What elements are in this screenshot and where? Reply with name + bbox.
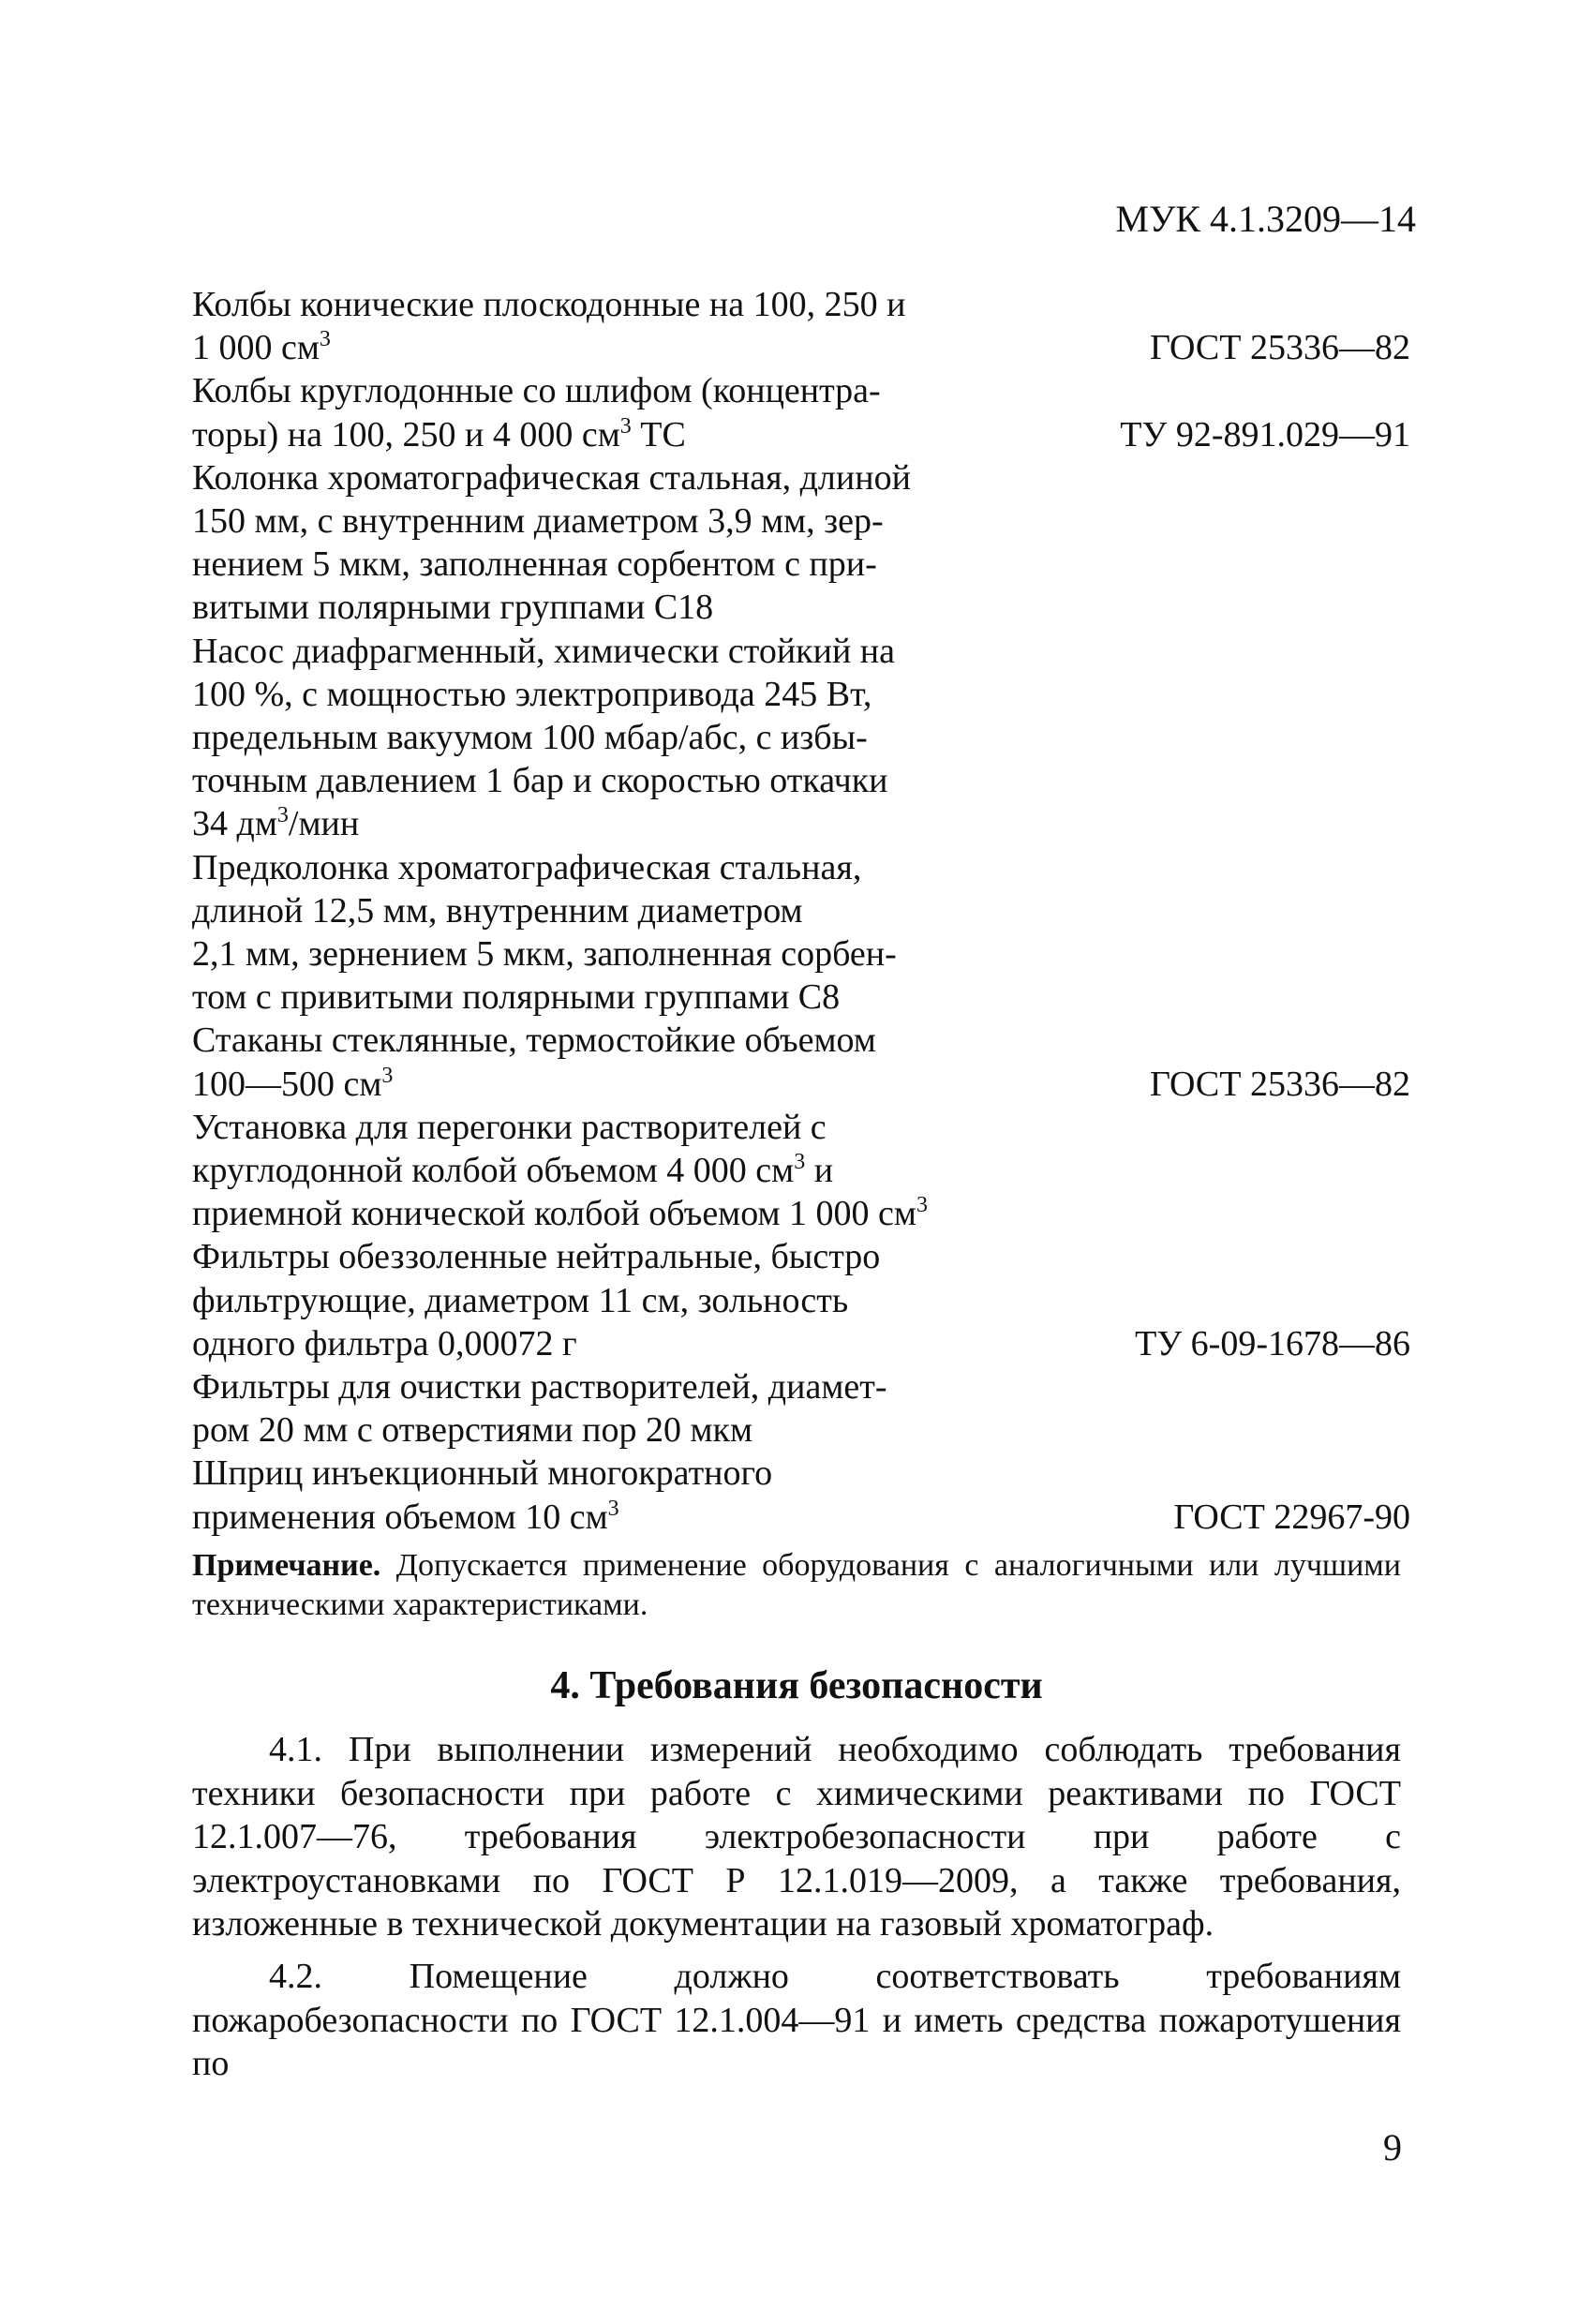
page-number: 9 [1383,2126,1402,2168]
equipment-standard: ГОСТ 25336—82 [1150,1064,1410,1104]
equipment-description [192,846,977,1020]
equipment-list [192,283,1410,1539]
equipment-description-line: предельным вакуумом 100 мбар/абс, с избы- [192,718,868,758]
equipment-item [192,1452,1410,1538]
equipment-description-line: том с привитыми полярными группами С8 [192,977,841,1018]
equipment-description-line: Предколонка хроматографическая стальная, [192,847,862,887]
equipment-item [192,456,1410,630]
equipment-description-line: 100 %, с мощностью электропривода 245 Вт, [192,674,872,714]
equipment-item [192,630,1410,846]
equipment-standard: ТУ 92-891.029—91 [1120,414,1410,454]
equipment-description-line: Шприц инъекционный многократного [192,1453,773,1494]
equipment-description [192,1452,976,1538]
section-title: 4. Требования безопасности [550,1664,1043,1707]
equipment-description-line: точным давлением 1 бар и скоростью откачки [192,761,888,801]
equipment-description-line: 34 $дм^3$/мин [192,803,360,844]
equipment-description-line: 2,1 мм, зернением 5 мкм, заполненная сорбен- [192,934,897,975]
equipment-item [192,1365,1410,1452]
equipment-description-line: нением 5 мкм, заполненная сорбентом с при- [192,544,877,585]
equipment-item [192,283,1410,369]
equipment-description-line: 1 000 $см^3$ [192,327,331,368]
equipment-description-line: Фильтры для очистки растворителей, диамет- [192,1367,887,1408]
equipment-description-line: ром 20 мм с отверстиями пор 20 мкм [192,1410,753,1451]
equipment-standard: ГОСТ 22967-90 [1173,1497,1410,1537]
equipment-description-line: Колбы круглодонные со шлифом (концентра- [192,371,881,411]
document-code: МУК 4.1.3209—14 [1115,198,1416,240]
equipment-description-line: фильтрующие, диаметром 11 см, зольность [192,1280,849,1320]
equipment-description-line: одного фильтра 0,00072 г [192,1323,577,1363]
equipment-item [192,846,1410,1020]
equipment-description [192,1019,953,1105]
equipment-description-line: приемной конической колбой объемом 1 000 $см^3$ [192,1193,928,1234]
equipment-description-line: 100—500 $см^3$ [192,1063,394,1104]
equipment-standard: ГОСТ 25336—82 [1150,328,1410,368]
equipment-item [192,1235,1410,1365]
equipment-description [192,456,977,630]
equipment-description [192,1365,977,1452]
equipment-description [192,630,977,846]
equipment-standard: ТУ 6-09-1678—86 [1135,1323,1410,1363]
equipment-description-line: длиной 12,5 мм, внутренним диаметром [192,890,803,931]
paragraph-4-1: 4.1. При выполнении измерений необходимо соблюдать требования техники безопасности при работе с химическими реактивами по ГОСТ 12.1.007—76, требования электробезопасности при работе с электроустановками по ГОСТ Р 12.1.019—2009, а также требования, изложенные в технической документации на газовый хроматограф. [192,1730,1401,1944]
equipment-description [192,283,953,369]
equipment-description-line: Установка для перегонки растворителей с [192,1107,827,1147]
equipment-description [192,1235,938,1365]
equipment-description-line: применения объемом 10 $см^3$ [192,1496,619,1537]
equipment-description-line: 150 мм, с внутренним диаметром 3,9 мм, зер- [192,501,884,542]
equipment-item [192,369,1410,455]
equipment-item [192,1019,1410,1105]
equipment-description-line: Стаканы стеклянные, термостойкие объемом [192,1020,876,1061]
equipment-description-line: витыми полярными группами С18 [192,588,714,628]
note-text: Допускается применение оборудования с аналогичными или лучшими техническими характеристиками. [192,1548,1402,1622]
equipment-description [192,369,923,455]
note [192,1546,1401,1625]
equipment-description-line: Насос диафрагменный, химически стойкий на [192,631,895,671]
equipment-description [192,1106,977,1236]
note-label: Примечание. [192,1548,381,1583]
equipment-description-line: круглодонной колбой объемом 4 000 $см^3$ и [192,1150,834,1191]
equipment-description-line: торы) на 100, 250 и 4 000 $см^3$ ТС [192,413,686,454]
paragraph-4-2: 4.2. Помещение должно соответствовать требованиям пожаробезопасности по ГОСТ 12.1.004—91 и иметь средства пожаротушения по [192,1957,1401,2083]
equipment-description-line: Фильтры обеззоленные нейтральные, быстро [192,1237,881,1277]
equipment-item [192,1106,1410,1236]
equipment-description-line: Колбы конические плоскодонные на 100, 250 и [192,285,906,324]
equipment-description-line: Колонка хроматографическая стальная, длиной [192,457,911,498]
